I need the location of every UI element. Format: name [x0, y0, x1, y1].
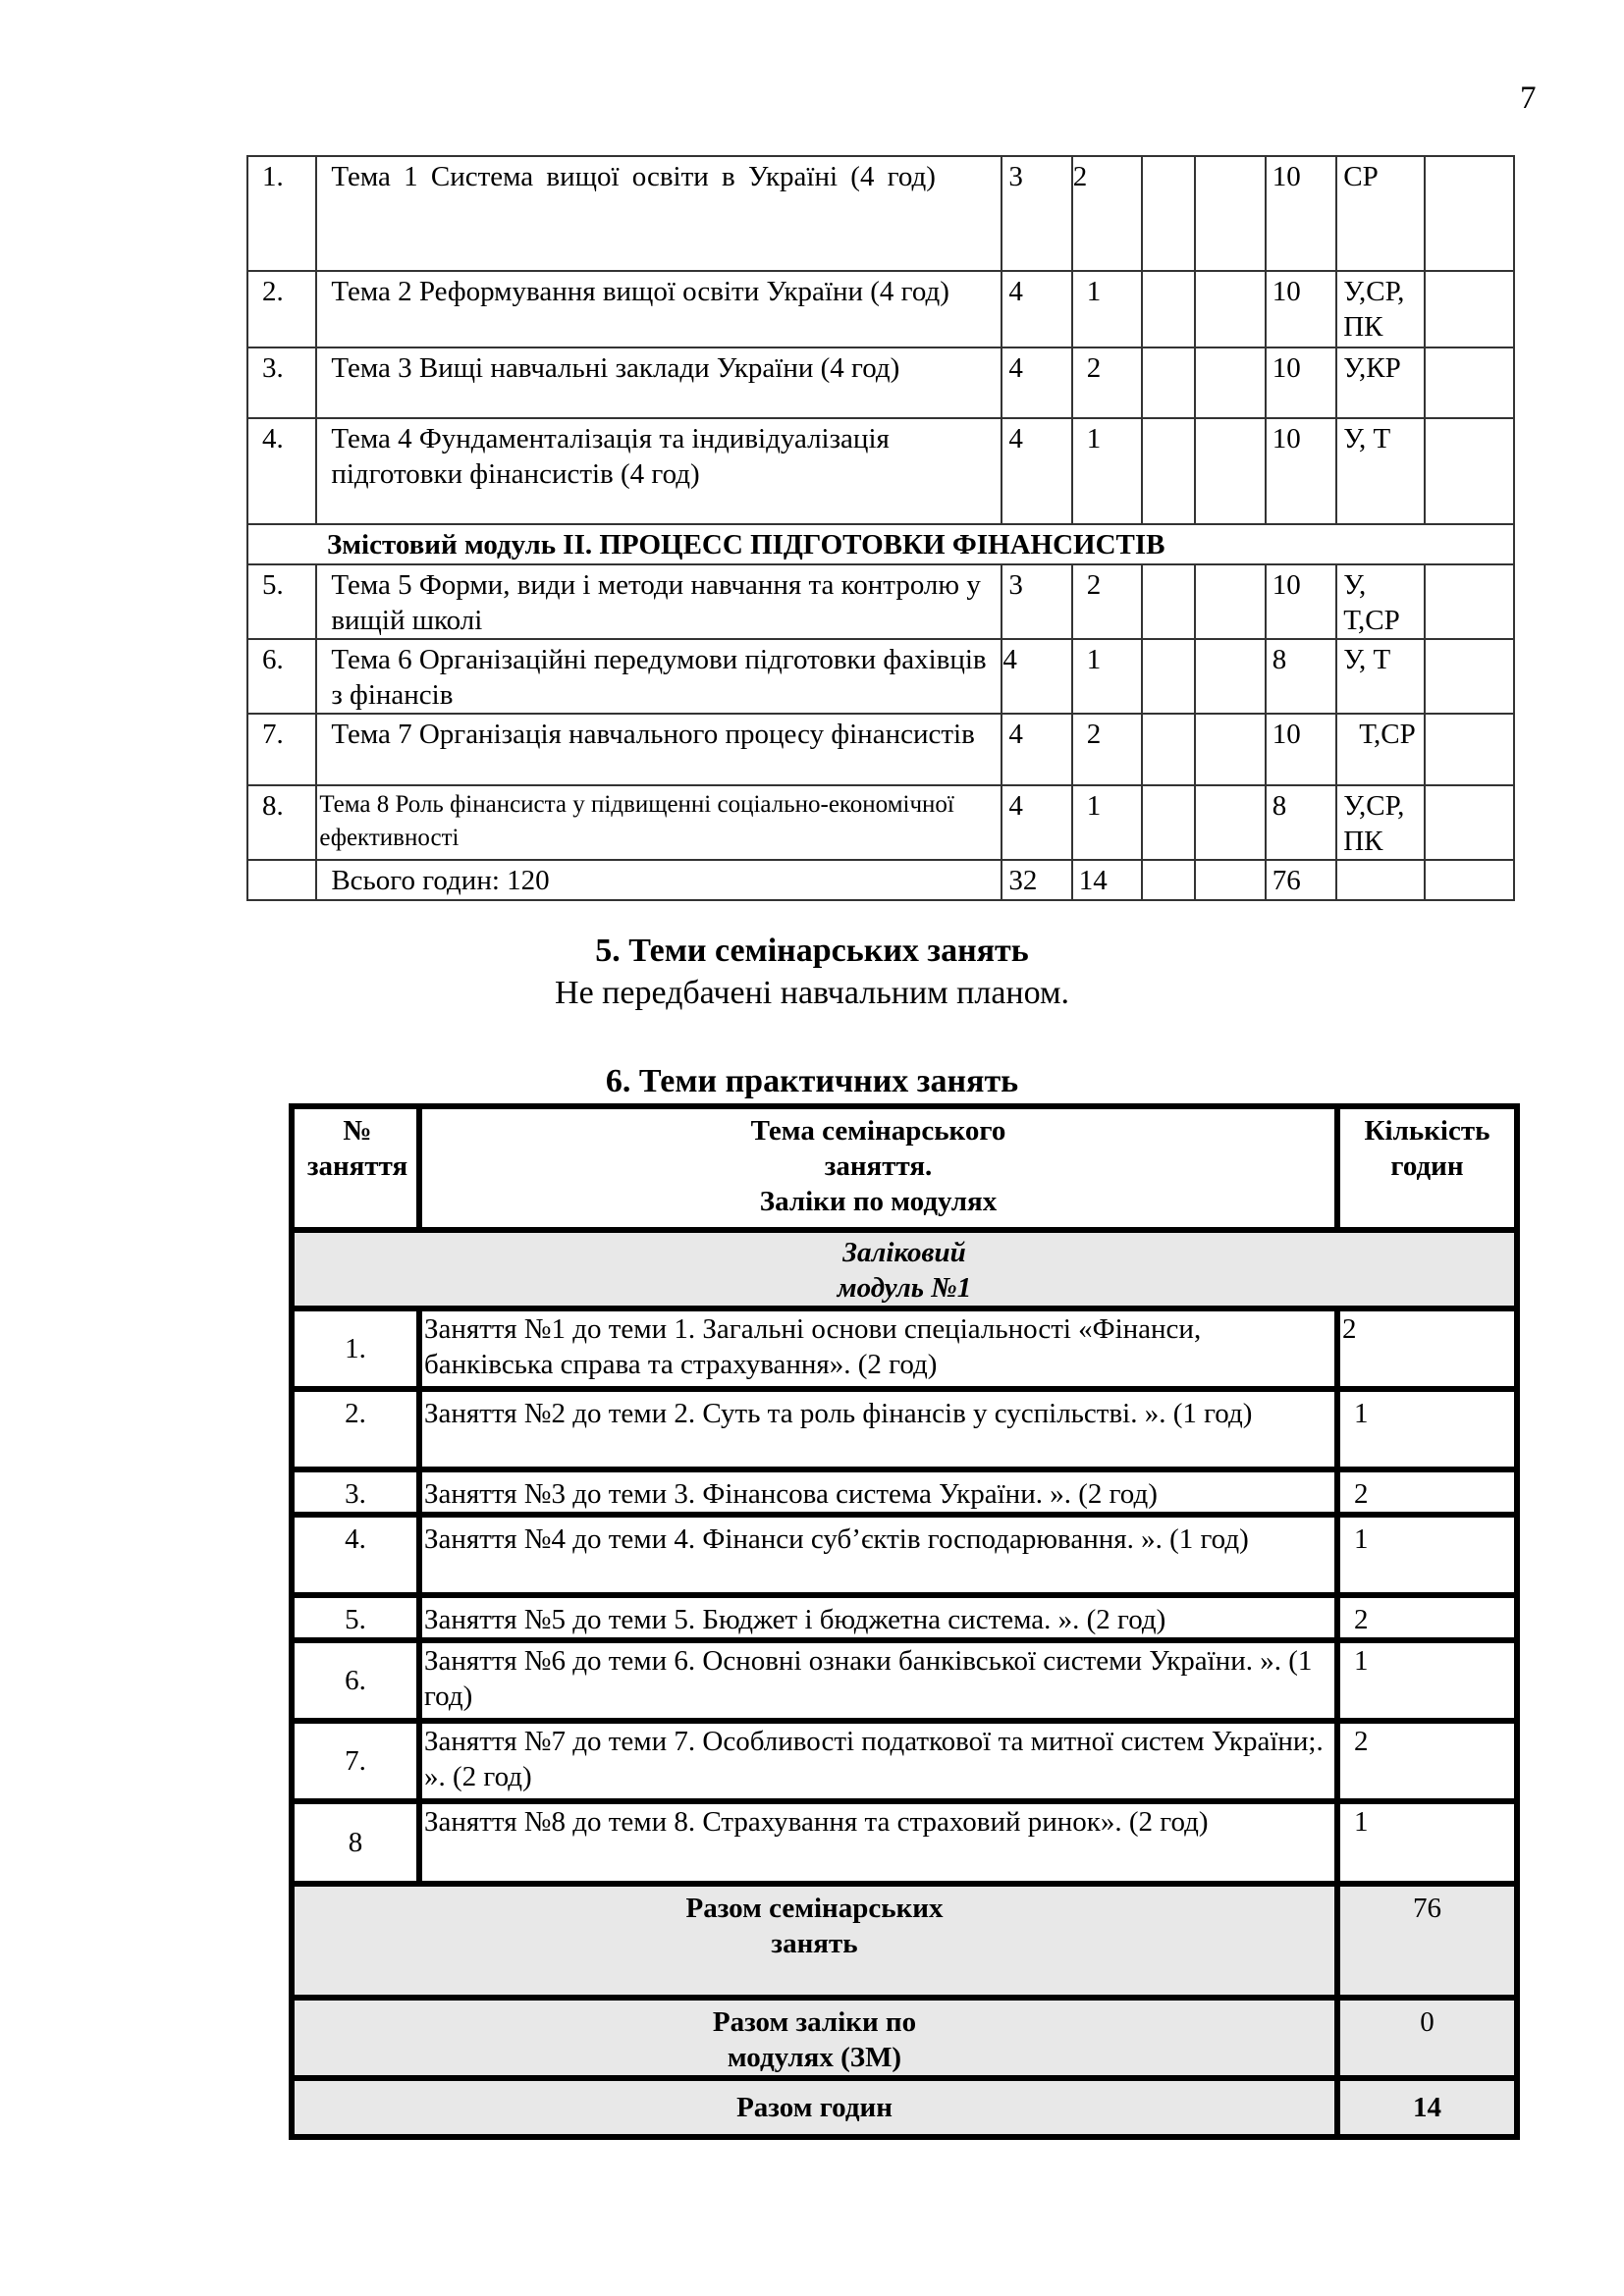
practice-cell: 2 [1072, 156, 1142, 271]
table-row [247, 156, 1514, 271]
total-hours-value: 14 [1337, 2078, 1517, 2137]
total-seminar-value: 76 [1337, 1884, 1517, 1998]
total-row [292, 1884, 1517, 1998]
topic-cell: Тема 1 Система вищої освіти в Україні (4 год) [316, 156, 1001, 271]
individual-cell [1195, 418, 1265, 524]
row-number: 4. [247, 418, 316, 524]
extra-cell [1425, 785, 1514, 860]
header-topic-line-2: заняття. [824, 1150, 933, 1182]
section-5-title: 5. Теми семінарських занять [595, 933, 1029, 969]
table-row [292, 1308, 1517, 1389]
control-form-cell: У,СР, ПК [1336, 785, 1425, 860]
individual-cell [1195, 785, 1265, 860]
total-individual [1195, 860, 1265, 900]
topic-cell: Тема 6 Організаційні передумови підготовки фахівців з фінансів [316, 639, 1001, 714]
lectures-cell: 4 [1001, 347, 1071, 418]
class-topic: Заняття №3 до теми 3. Фінансова система України. ». (2 год) [419, 1469, 1337, 1515]
table-row [247, 347, 1514, 418]
module-row [247, 524, 1514, 564]
self-study-cell: 10 [1266, 418, 1337, 524]
total-lab [1142, 860, 1195, 900]
individual-cell [1195, 639, 1265, 714]
table-row [247, 785, 1514, 860]
self-study-cell: 10 [1266, 271, 1337, 347]
table-row [292, 1515, 1517, 1595]
page-number: 7 [1520, 80, 1537, 116]
row-number: 2. [247, 271, 316, 347]
total-control [1336, 860, 1425, 900]
class-hours: 2 [1337, 1595, 1517, 1640]
section-6-title: 6. Теми практичних занять [605, 1063, 1019, 1099]
self-study-cell: 8 [1266, 785, 1337, 860]
lab-cell [1142, 156, 1195, 271]
table-row [292, 1721, 1517, 1801]
total-seminar-label [292, 1884, 1337, 1998]
section-5-note: Не передбачені навчальним планом. [555, 975, 1069, 1011]
row-number: 3. [247, 347, 316, 418]
row-number: 8. [247, 785, 316, 860]
table-row [247, 639, 1514, 714]
total-row [247, 860, 1514, 900]
lectures-cell: 4 [1001, 714, 1071, 785]
topic-cell: Тема 2 Реформування вищої освіти України (4 год) [316, 271, 1001, 347]
class-hours: 1 [1337, 1389, 1517, 1469]
control-form-cell: У, Т [1336, 418, 1425, 524]
practice-cell: 2 [1072, 347, 1142, 418]
total-credits-text: Разом заліки по модулях (ЗМ) [712, 2006, 917, 2073]
control-form-cell: У,КР [1336, 347, 1425, 418]
class-topic: Заняття №5 до теми 5. Бюджет і бюджетна система. ». (2 год) [419, 1595, 1337, 1640]
practice-cell: 1 [1072, 785, 1142, 860]
header-number-label: № заняття [306, 1115, 408, 1182]
practical-classes-table [289, 1103, 1520, 2140]
class-number: 7. [292, 1721, 419, 1801]
lab-cell [1142, 271, 1195, 347]
module-title [292, 1230, 1517, 1308]
extra-cell [1425, 156, 1514, 271]
self-study-cell: 10 [1266, 564, 1337, 639]
class-number: 4. [292, 1515, 419, 1595]
row-number: 7. [247, 714, 316, 785]
class-number: 3. [292, 1469, 419, 1515]
table-row [292, 1801, 1517, 1884]
header-hours-label: Кількість годин [1364, 1115, 1490, 1182]
class-topic: Заняття №2 до теми 2. Суть та роль фінансів у суспільстві. ». (1 год) [419, 1389, 1337, 1469]
module-title-line-2: модуль №1 [837, 1272, 972, 1304]
topics-hours-table [246, 155, 1515, 901]
self-study-cell: 10 [1266, 714, 1337, 785]
practice-cell: 1 [1072, 271, 1142, 347]
class-hours: 2 [1337, 1308, 1517, 1389]
class-topic: Заняття №1 до теми 1. Загальні основи спеціальності «Фінанси, банківська справа та страхування». (2 год) [419, 1308, 1337, 1389]
lectures-cell: 4 [1001, 785, 1071, 860]
lab-cell [1142, 714, 1195, 785]
module-title: Змістовий модуль ІІ. ПРОЦЕСС ПІДГОТОВКИ ФІНАНСИСТІВ [247, 524, 1514, 564]
row-number: 5. [247, 564, 316, 639]
lab-cell [1142, 639, 1195, 714]
lectures-cell: 4 [1001, 639, 1071, 714]
practice-cell: 2 [1072, 714, 1142, 785]
extra-cell [1425, 714, 1514, 785]
individual-cell [1195, 271, 1265, 347]
topic-cell: Тема 7 Організація навчального процесу фінансистів [316, 714, 1001, 785]
individual-cell [1195, 156, 1265, 271]
class-hours: 1 [1337, 1801, 1517, 1884]
module-row [292, 1230, 1517, 1308]
class-number: 6. [292, 1640, 419, 1721]
table-row [247, 418, 1514, 524]
control-form-cell: СР [1336, 156, 1425, 271]
class-topic: Заняття №4 до теми 4. Фінанси суб’єктів господарювання. ». (1 год) [419, 1515, 1337, 1595]
table-row [292, 1469, 1517, 1515]
lab-cell [1142, 418, 1195, 524]
individual-cell [1195, 714, 1265, 785]
total-practice: 14 [1072, 860, 1142, 900]
total-label: Всього годин: 120 [316, 860, 1001, 900]
extra-cell [1425, 564, 1514, 639]
class-hours: 1 [1337, 1640, 1517, 1721]
control-form-cell: У, Т,СР [1336, 564, 1425, 639]
topic-cell: Тема 8 Роль фінансиста у підвищенні соціально-економічної ефективності [316, 785, 1001, 860]
self-study-cell: 10 [1266, 347, 1337, 418]
header-topic-line-3: Заліки по модулях [759, 1186, 998, 1217]
lectures-cell: 4 [1001, 271, 1071, 347]
total-credits-value: 0 [1337, 1998, 1517, 2078]
class-topic: Заняття №7 до теми 7. Особливості податкової та митної систем України;. ». (2 год) [419, 1721, 1337, 1801]
control-form-cell: Т,СР [1336, 714, 1425, 785]
table-row [247, 714, 1514, 785]
practice-cell: 1 [1072, 418, 1142, 524]
total-row [292, 2078, 1517, 2137]
header-topic-line-1: Тема семінарського [750, 1115, 1006, 1147]
topic-cell: Тема 3 Вищі навчальні заклади України (4 год) [316, 347, 1001, 418]
lectures-cell: 4 [1001, 418, 1071, 524]
control-form-cell: У, Т [1336, 639, 1425, 714]
class-number: 8 [292, 1801, 419, 1884]
row-number: 6. [247, 639, 316, 714]
module-title-line-1: Заліковий [842, 1237, 966, 1268]
self-study-cell: 8 [1266, 639, 1337, 714]
class-number: 2. [292, 1389, 419, 1469]
total-extra [1425, 860, 1514, 900]
class-topic: Заняття №8 до теми 8. Страхування та страховий ринок». (2 год) [419, 1801, 1337, 1884]
extra-cell [1425, 347, 1514, 418]
total-credits-label [292, 1998, 1337, 2078]
total-lectures: 32 [1001, 860, 1071, 900]
class-hours: 2 [1337, 1721, 1517, 1801]
lab-cell [1142, 347, 1195, 418]
table-row [292, 1595, 1517, 1640]
extra-cell [1425, 639, 1514, 714]
header-row [292, 1106, 1517, 1230]
total-self-study: 76 [1266, 860, 1337, 900]
lab-cell [1142, 785, 1195, 860]
row-number [247, 860, 316, 900]
total-hours-label: Разом годин [292, 2078, 1337, 2137]
lab-cell [1142, 564, 1195, 639]
lectures-cell: 3 [1001, 156, 1071, 271]
practice-cell: 2 [1072, 564, 1142, 639]
header-hours [1337, 1106, 1517, 1230]
topic-cell: Тема 5 Форми, види і методи навчання та контролю у вищій школі [316, 564, 1001, 639]
class-hours: 1 [1337, 1515, 1517, 1595]
table-row [292, 1640, 1517, 1721]
individual-cell [1195, 347, 1265, 418]
control-form-cell: У,СР, ПК [1336, 271, 1425, 347]
self-study-cell: 10 [1266, 156, 1337, 271]
table-row [247, 271, 1514, 347]
individual-cell [1195, 564, 1265, 639]
extra-cell [1425, 271, 1514, 347]
total-row [292, 1998, 1517, 2078]
class-number: 1. [292, 1308, 419, 1389]
class-number: 5. [292, 1595, 419, 1640]
header-topic [419, 1106, 1337, 1230]
topic-cell: Тема 4 Фундаменталізація та індивідуалізація підготовки фінансистів (4 год) [316, 418, 1001, 524]
row-number: 1. [247, 156, 316, 271]
class-hours: 2 [1337, 1469, 1517, 1515]
practice-cell: 1 [1072, 639, 1142, 714]
table-row [247, 564, 1514, 639]
table-row [292, 1389, 1517, 1469]
extra-cell [1425, 418, 1514, 524]
total-seminar-text: Разом семінарських занять [685, 1893, 944, 1959]
class-topic: Заняття №6 до теми 6. Основні ознаки банківської системи України. ». (1 год) [419, 1640, 1337, 1721]
lectures-cell: 3 [1001, 564, 1071, 639]
header-number [292, 1106, 419, 1230]
